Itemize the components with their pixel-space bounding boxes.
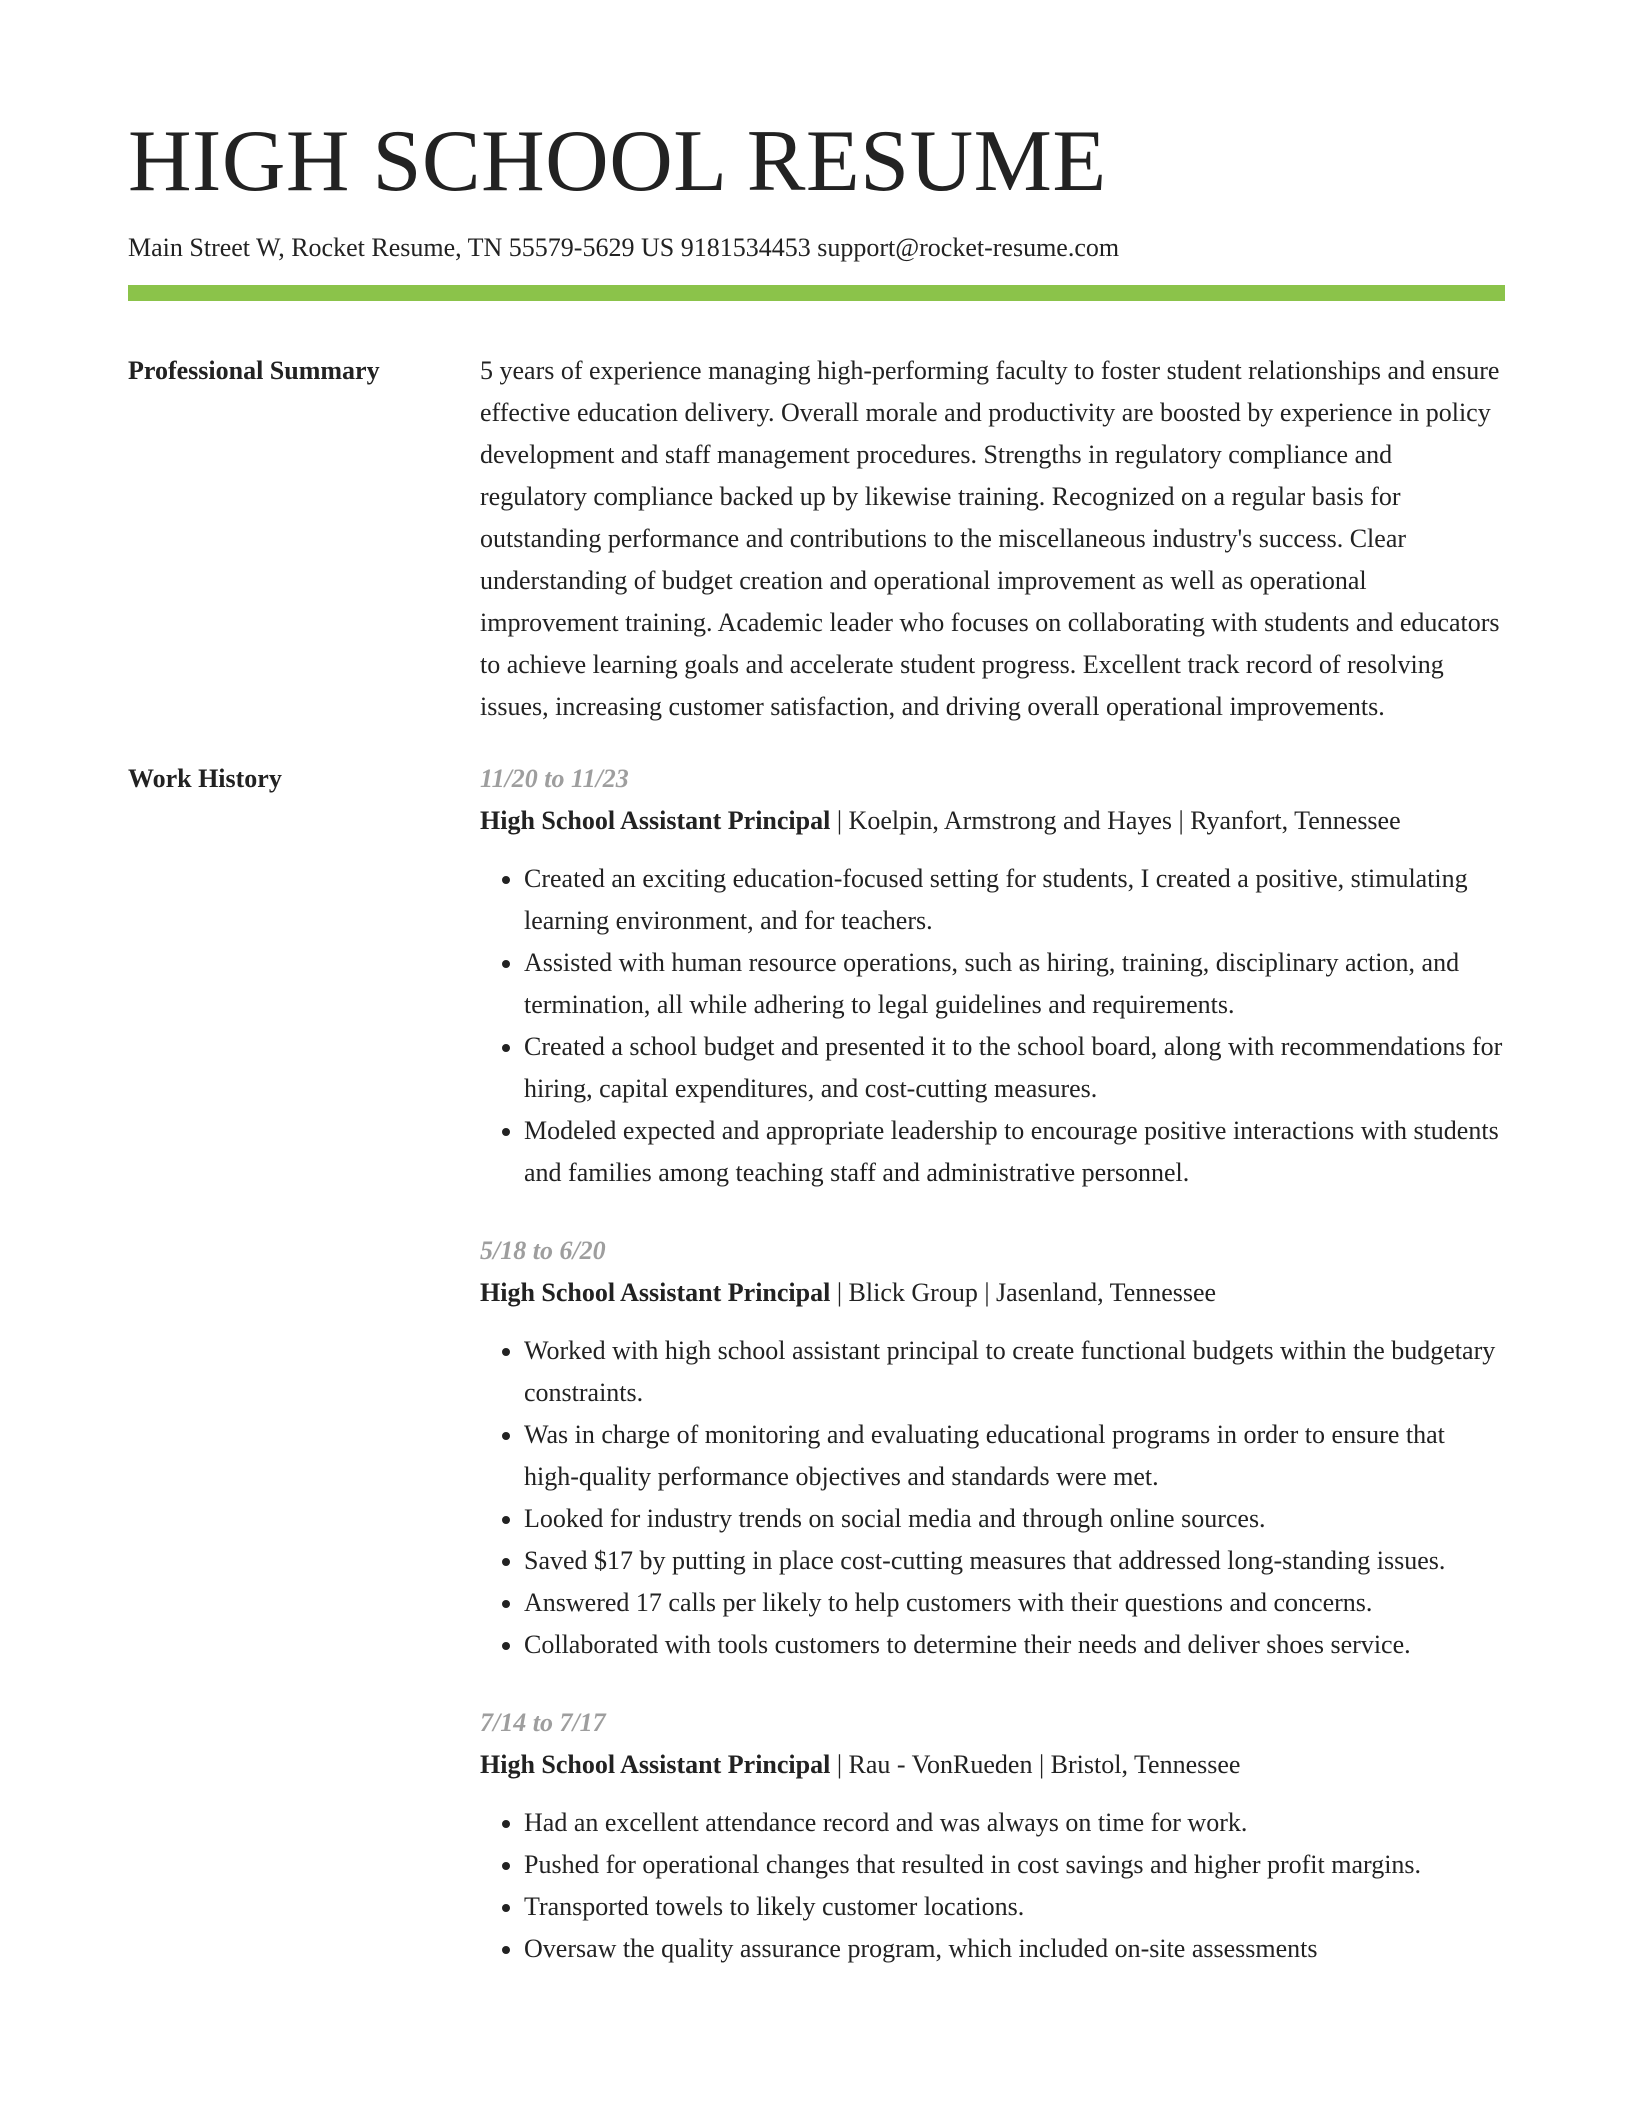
- job-dates: 7/14 to 7/17: [480, 1708, 606, 1737]
- job-bullet: • Assisted with human resource operations, such as hiring, training, disciplinary action, and termination, all while adhering to legal guidelines and requirements.: [524, 942, 1505, 1026]
- work-history-section: [128, 758, 1505, 2006]
- job-bullet-list: [480, 858, 1505, 1194]
- job-bullet: • Modeled expected and appropriate leadership to encourage positive interactions with students and families among teaching staff and administrative personnel.: [524, 1110, 1505, 1194]
- job-bullet: • Was in charge of monitoring and evaluating educational programs in order to ensure that high-quality performance objectives and standards were met.: [524, 1414, 1505, 1498]
- job-bullet: • Answered 17 calls per likely to help customers with their questions and concerns.: [524, 1582, 1505, 1624]
- job-title: High School Assistant Principal: [480, 806, 831, 835]
- job-entry: [480, 758, 1505, 1194]
- job-bullet: • Created an exciting education-focused setting for students, I created a positive, stimulating learning environment, and for teachers.: [524, 858, 1505, 942]
- job-employer-location: | Blick Group | Jasenland, Tennessee: [830, 1278, 1217, 1307]
- job-title: High School Assistant Principal: [480, 1278, 831, 1307]
- job-bullet: • Oversaw the quality assurance program, which included on-site assessments: [524, 1928, 1505, 1970]
- resume-title: HIGH SCHOOL RESUME: [128, 113, 1107, 210]
- summary-heading: Professional Summary: [128, 356, 380, 385]
- job-employer-location: | Koelpin, Armstrong and Hayes | Ryanfort, Tennessee: [830, 806, 1401, 835]
- resume-sections: [128, 350, 1505, 2006]
- summary-text: 5 years of experience managing high-performing faculty to foster student relationships and ensure effective education delivery. Overall morale and productivity are boosted by experience in policy development and staff management procedures. Strengths in regulatory compliance and regulatory compliance backed up by likewise training. Recognized on a regular basis for outstanding performance and contributions to the miscellaneous industry's success. Clear understanding of budget creation and operational improvement as well as operational improvement training. Academic leader who focuses on collaborating with students and educators to achieve learning goals and accelerate student progress. Excellent track record of resolving issues, increasing customer satisfaction, and driving overall operational improvements.: [480, 356, 1500, 721]
- job-bullet: • Worked with high school assistant principal to create functional budgets within the budgetary constraints.: [524, 1330, 1505, 1414]
- job-bullet: • Created a school budget and presented it to the school board, along with recommendations for hiring, capital expenditures, and cost-cutting measures.: [524, 1026, 1505, 1110]
- summary-section: [128, 350, 1505, 728]
- work-history-body: [480, 758, 1505, 2006]
- job-heading-line: [480, 1272, 1505, 1314]
- summary-body: [480, 350, 1505, 728]
- job-bullet: • Saved $17 by putting in place cost-cutting measures that addressed long-standing issues.: [524, 1540, 1505, 1582]
- job-heading-line: [480, 800, 1505, 842]
- job-bullet: • Looked for industry trends on social media and through online sources.: [524, 1498, 1505, 1540]
- job-bullet-list: [480, 1330, 1505, 1666]
- job-bullet: • Collaborated with tools customers to determine their needs and deliver shoes service.: [524, 1624, 1505, 1666]
- job-employer-location: | Rau - VonRueden | Bristol, Tennessee: [830, 1750, 1241, 1779]
- work-history-heading: Work History: [128, 764, 282, 793]
- job-bullet: • Transported towels to likely customer locations.: [524, 1886, 1505, 1928]
- job-dates: 5/18 to 6/20: [480, 1236, 606, 1265]
- job-bullet: • Pushed for operational changes that resulted in cost savings and higher profit margins.: [524, 1844, 1505, 1886]
- job-entry: [480, 1230, 1505, 1666]
- contact-info: Main Street W, Rocket Resume, TN 55579-5629 US 9181534453 support@rocket-resume.com: [128, 233, 1120, 262]
- job-bullet-list: [480, 1802, 1505, 1970]
- job-dates: 11/20 to 11/23: [480, 764, 629, 793]
- accent-divider: [128, 285, 1505, 301]
- job-bullet: • Had an excellent attendance record and was always on time for work.: [524, 1802, 1505, 1844]
- job-title: High School Assistant Principal: [480, 1750, 831, 1779]
- job-heading-line: [480, 1744, 1505, 1786]
- job-entry: [480, 1702, 1505, 1970]
